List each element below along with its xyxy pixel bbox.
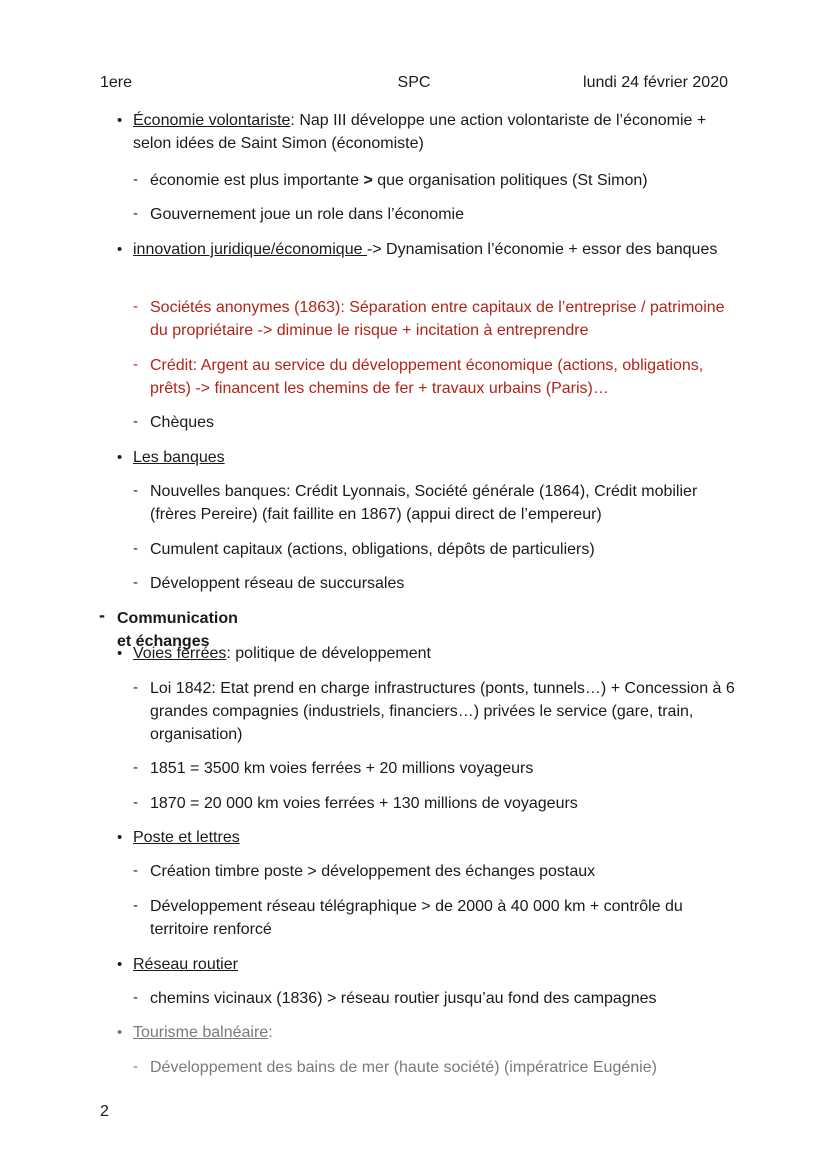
page-header [100,74,728,96]
bullet-mark: • [117,112,123,129]
dash-mark: - [133,862,138,879]
dash-mark: - [133,413,138,430]
dash-mark: - [133,298,138,315]
bullet-mark: • [117,1024,123,1041]
dash-text: Loi 1842: Etat prend en charge infrastructures (ponts, tunnels…) + Concession à 6 grandes compagnies (industriels, financiers…) privées le service (gare, train, organisation) [150,680,735,743]
dash-text: Sociétés anonymes (1863): Séparation entre capitaux de l’entreprise / patrimoine du propriétaire -> diminue le risque + incitation à entreprendre [150,299,725,339]
bullet-mark: • [117,829,123,846]
page-number: 2 [100,1103,109,1120]
section-title: Communication et échanges [117,610,238,650]
bullet-text: Les banques [133,449,225,466]
dash-text: Chèques [150,414,215,431]
bullet-text: Réseau routier [133,956,238,973]
dash-text: Développement réseau télégraphique > de 2000 à 40 000 km + contrôle du territoire renforcé [150,898,683,938]
dash-mark: - [133,679,138,696]
bullet-mark: • [117,956,123,973]
bullet-mark: • [117,241,123,258]
dash-mark: - [133,759,138,776]
dash-text: 1851 = 3500 km voies ferrées + 20 millions voyageurs [150,760,534,777]
dash-mark: - [133,356,138,373]
dash-text: Développement des bains de mer (haute société) (impératrice Eugénie) [150,1059,657,1076]
bullet-text: Poste et lettres [133,829,240,846]
bullet-mark: • [117,645,123,662]
dash-mark: - [133,989,138,1006]
bullet-text: innovation juridique/économique -> Dynamisation l’économie + essor des banques [133,241,718,258]
dash-text: Gouvernement joue un role dans l’économie [150,206,464,223]
dash-text: Cumulent capitaux (actions, obligations, dépôts de particuliers) [150,541,595,558]
dash-mark: - [133,171,138,188]
dash-text: Nouvelles banques: Crédit Lyonnais, Société générale (1864), Crédit mobilier (frères Pereire) (fait faillite en 1867) (appui direct de l’empereur) [150,483,698,523]
bullet-mark: • [117,449,123,466]
dash-mark: - [133,482,138,499]
header-date: lundi 24 février 2020 [583,74,728,91]
bullet-text: Voies ferrées: politique de développement [133,645,431,662]
dash-text: 1870 = 20 000 km voies ferrées + 130 millions de voyageurs [150,795,578,812]
dash-text: Développent réseau de succursales [150,575,405,592]
dash-text: chemins vicinaux (1836) > réseau routier jusqu’au fond des campagnes [150,990,657,1007]
dash-text: économie est plus importante > que organisation politiques (St Simon) [150,172,648,189]
dash-mark: - [133,540,138,557]
dash-mark: - [133,1058,138,1075]
bullet-text: Économie volontariste: Nap III développe une action volontariste de l’économie + selon idées de Saint Simon (économiste) [133,112,707,152]
dash-mark: - [133,205,138,222]
section-mark: - [99,605,105,625]
dash-mark: - [133,897,138,914]
header-class: 1ere [100,74,133,91]
bullet-text: Tourisme balnéaire: [133,1024,273,1041]
dash-mark: - [133,794,138,811]
dash-text: Crédit: Argent au service du développement économique (actions, obligations, prêts) -> financent les chemins de fer + travaux urbains (Paris)… [150,357,704,397]
dash-mark: - [133,574,138,591]
dash-text: Création timbre poste > développement des échanges postaux [150,863,596,880]
header-subject: SPC [397,74,431,91]
